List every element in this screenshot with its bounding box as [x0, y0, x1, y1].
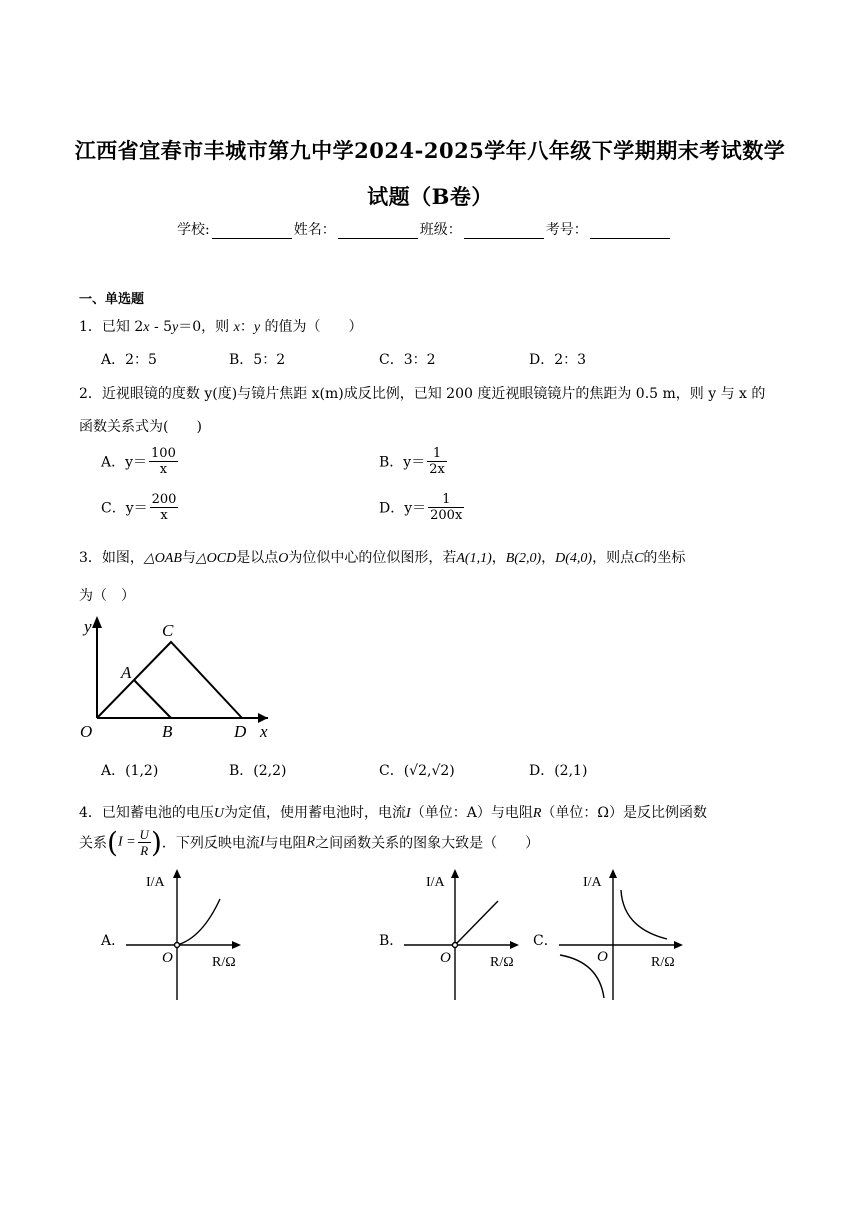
q3-point: O	[278, 551, 289, 566]
q4-option-a[interactable]: A．	[101, 933, 126, 949]
segment-ab	[134, 680, 171, 718]
q1-option-a[interactable]: A．2：5	[101, 352, 157, 368]
q1-text: 的值为（ ）	[260, 319, 363, 335]
q4-text: （单位：Ω）是反比例函数	[541, 805, 708, 821]
curve	[177, 899, 220, 945]
q1-var: y	[253, 320, 261, 335]
q3-point: B(2,0)	[505, 551, 542, 566]
school-blank[interactable]	[212, 224, 292, 239]
q4-text: 关系	[79, 835, 107, 852]
origin-label: O	[597, 949, 608, 965]
page-title-line2: 试题（B卷）	[367, 184, 493, 209]
paren-right: )	[150, 826, 162, 859]
label-a: A	[121, 663, 132, 682]
q4-graph-a[interactable]	[120, 866, 250, 1002]
q1-text: ：	[239, 319, 254, 335]
q1-text: ＝0，则	[178, 319, 234, 335]
name-label: 姓名：	[293, 222, 336, 238]
numerator: 100	[151, 446, 176, 461]
q3-option-d[interactable]: D．(2,1)	[529, 763, 588, 779]
fraction	[150, 492, 179, 523]
q2-option-c-label: C．y＝	[101, 500, 148, 517]
q2-option-a-label: A．y＝	[101, 454, 148, 471]
x-axis-label: R/Ω	[490, 955, 514, 970]
q3-option-b[interactable]: B．(2,2)	[229, 763, 287, 779]
q4-formula-fraction	[138, 827, 151, 858]
q4-var: U	[213, 806, 225, 821]
student-info-line	[177, 219, 672, 239]
question-3-line1	[79, 547, 685, 567]
y-axis-label: I/A	[426, 875, 445, 890]
question-2-line2: 函数关系式为( )	[79, 419, 202, 435]
q4-formula-lhs: I =	[117, 834, 136, 850]
number-blank[interactable]	[590, 224, 670, 239]
class-label: 班级：	[419, 222, 462, 238]
q3-text: ，则点	[592, 550, 635, 566]
fraction	[149, 446, 178, 477]
q3-text: 与	[181, 550, 196, 566]
number-label: 考号：	[545, 222, 588, 238]
question-4-line1	[79, 802, 707, 822]
q4-text: ．下列反映电流	[161, 835, 260, 852]
x-axis-arrow-icon	[510, 941, 519, 949]
q3-option-a[interactable]: A．(1,2)	[101, 763, 159, 779]
q1-var: y	[172, 320, 179, 335]
y-axis-label: I/A	[583, 875, 602, 890]
denominator: 2x	[429, 462, 445, 477]
origin-label: O	[440, 950, 451, 966]
triangle-ocd	[97, 642, 242, 718]
y-axis-arrow-icon	[451, 869, 459, 878]
fraction	[428, 492, 464, 523]
q2-option-b-label: B．y＝	[379, 454, 426, 471]
denominator: x	[160, 508, 168, 523]
q4-text: （单位：A）与电阻	[410, 805, 533, 821]
q1-number: 1．	[79, 319, 102, 335]
label-y: y	[84, 617, 92, 636]
x-axis-label: R/Ω	[651, 955, 675, 970]
question-4-line2	[79, 826, 539, 866]
q3-text: 是以点	[236, 550, 279, 566]
q4-option-c[interactable]: C．	[533, 933, 558, 949]
name-blank[interactable]	[338, 224, 418, 239]
q2-option-a[interactable]	[101, 446, 178, 477]
y-axis-label: I/A	[146, 875, 165, 890]
y-axis-arrow-icon	[609, 869, 617, 878]
q4-graph-b[interactable]	[398, 866, 528, 1002]
q3-figure	[76, 612, 282, 746]
fraction	[427, 446, 447, 477]
numerator: 1	[428, 492, 464, 508]
line	[455, 901, 498, 945]
q1-option-d[interactable]: D．2：3	[529, 352, 587, 368]
q4-text: 与电阻	[264, 835, 307, 852]
label-x: x	[260, 722, 268, 741]
school-label: 学校:	[177, 222, 210, 238]
label-b: B	[162, 722, 173, 741]
denominator: R	[140, 843, 149, 858]
q3-triangle: △OCD	[195, 551, 237, 566]
section-heading: 一、单选题	[79, 292, 145, 307]
q1-text: - 5	[149, 319, 173, 335]
q2-option-b[interactable]	[379, 446, 447, 477]
q1-option-c[interactable]: C．3：2	[379, 352, 436, 368]
paren-left: (	[107, 826, 118, 859]
q4-var: I	[406, 806, 411, 821]
q4-option-b[interactable]: B．	[379, 933, 404, 949]
denominator: 200x	[430, 508, 463, 523]
q4-graph-c[interactable]	[555, 866, 690, 1002]
q1-var: x	[143, 320, 150, 335]
q1-text: 已知 2	[101, 319, 144, 335]
q3-triangle: △OAB	[143, 551, 182, 566]
q3-text: 3．如图，	[79, 550, 144, 566]
q4-var: R	[532, 806, 542, 821]
class-blank[interactable]	[464, 224, 544, 239]
q4-text: 为定值，使用蓄电池时，电流	[224, 805, 407, 821]
q4-var: R	[306, 834, 316, 850]
origin-label: O	[162, 950, 173, 966]
label-d: D	[234, 722, 247, 741]
page-title: 江西省宜春市丰城市第九中学2024-2025学年八年级下学期期末考试数学	[74, 138, 786, 163]
q3-option-c[interactable]: C．(√2,√2)	[379, 763, 455, 779]
q3-text: 为位似中心的位似图形，若	[288, 550, 457, 566]
q3-text: ，	[541, 550, 556, 566]
q1-option-b[interactable]: B．5：2	[229, 352, 286, 368]
q1-var: x	[233, 320, 240, 335]
q4-text: 4．已知蓄电池的电压	[79, 805, 214, 821]
numerator: 1	[427, 446, 447, 462]
x-axis-label: R/Ω	[212, 955, 236, 970]
origin-point	[453, 943, 458, 948]
x-axis-arrow-icon	[674, 941, 683, 949]
q2-option-d-label: D．y＝	[379, 500, 427, 517]
question-3-line2: 为（ ）	[79, 588, 135, 604]
origin-point	[175, 943, 180, 948]
q3-point: A(1,1)	[456, 551, 492, 566]
q4-text: 之间函数关系的图象大致是（ ）	[315, 835, 540, 852]
numerator: 200	[151, 492, 177, 507]
label-o: O	[80, 722, 93, 741]
q4-var: I	[259, 834, 265, 850]
y-axis-arrow-icon	[173, 869, 181, 878]
question-1	[79, 316, 363, 336]
q3-point: D(4,0)	[555, 551, 593, 566]
q3-text: 的坐标	[643, 550, 686, 566]
y-axis-arrow-icon	[92, 616, 102, 628]
q3-text: ，	[491, 550, 506, 566]
numerator: U	[139, 827, 149, 842]
label-c: C	[162, 621, 174, 640]
curve-right-branch	[621, 890, 667, 939]
q3-point: C	[634, 551, 644, 566]
x-axis-arrow-icon	[232, 941, 241, 949]
question-2-line1: 2．近视眼镜的度数 y(度)与镜片焦距 x(m)成反比例，已知 200 度近视眼镜镜片的焦距为 0.5 m，则 y 与 x 的	[79, 386, 766, 402]
denominator: x	[159, 462, 168, 477]
q2-option-c[interactable]	[101, 492, 178, 523]
q2-option-d[interactable]	[379, 492, 464, 523]
